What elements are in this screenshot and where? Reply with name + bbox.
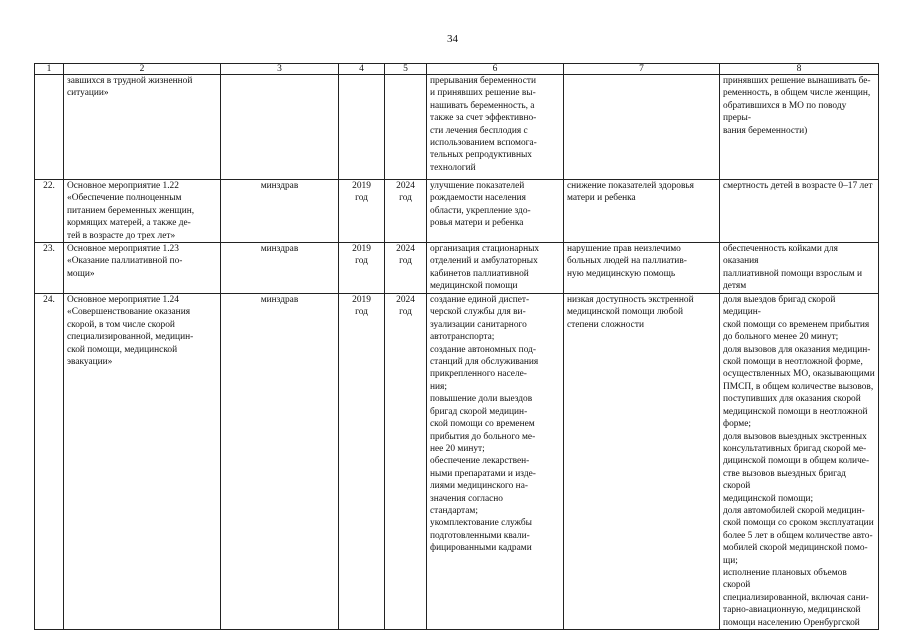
start-year: 2019 год [339, 180, 385, 243]
col-header-3: 3 [221, 64, 339, 75]
col-header-6: 6 [427, 64, 564, 75]
measure-name: Основное мероприятие 1.24 «Совершенствование оказания скорой, в том числе скорой специализированной, медицин- ской помощи, медицинской эвакуации» [64, 294, 221, 630]
page-number: 34 [447, 33, 458, 45]
end-year: 2024 год [385, 243, 427, 294]
col-header-1: 1 [35, 64, 64, 75]
col-header-4: 4 [339, 64, 385, 75]
end-year: 2024 год [385, 180, 427, 243]
expected-result: организация стационарных отделений и амбулаторных кабинетов паллиативной медицинской помощи [427, 243, 564, 294]
start-year: 2019 год [339, 294, 385, 630]
related-indicator: смертность детей в возрасте 0–17 лет [720, 180, 879, 243]
related-indicator: доля выездов бригад скорой медицин- ской помощи со временем прибытия до больного менее 20 минут; доля вызовов для оказания медицин- ской помощи в неотложной форме, осуществленных МО, оказывающими ПМСП, в общем количестве вызовов, поступивших для оказания скорой медицинской помощи в неотложной форме; доля вызовов выездных экстренных консультативных бригад скорой ме- дицинской помощи в общем количе- стве вызовов выездных бригад скорой медицинской помощи; доля автомобилей скорой медицин- ской помощи со сроком эксплуатации более 5 лет в общем количестве авто- мобилей скорой медицинской помо- щи; исполнение плановых объемов скорой специализированной, включая сани- тарно-авиационную, медицинской помощи населению Оренбургской [720, 294, 879, 630]
measure-name: Основное мероприятие 1.22 «Обеспечение полноценным питанием беременных женщин, кормящих матерей, а также де- тей в возрасте до трех лет» [64, 180, 221, 243]
executor: минздрав [221, 294, 339, 630]
non-implementation-consequence: низкая доступность экстренной медицинской помощи любой степени сложности [564, 294, 720, 630]
related-indicator: принявших решение вынашивать бе- ременность, в общем числе женщин, обратившихся в МО по поводу преры- вания беременности) [720, 75, 879, 180]
end-year: 2024 год [385, 294, 427, 630]
row-number: 24. [35, 294, 64, 630]
non-implementation-consequence: нарушение прав неизлечимо больных людей на паллиатив- ную медицинскую помощь [564, 243, 720, 294]
col-header-2: 2 [64, 64, 221, 75]
header-row [35, 64, 879, 75]
expected-result: прерывания беременности и принявших решение вы- нашивать беременность, а также за счет эффективно- сти лечения бесплодия с использованием вспомога- тельных репродуктивных технологий [427, 75, 564, 180]
executor: минздрав [221, 180, 339, 243]
table-row [35, 294, 879, 630]
expected-result: улучшение показателей рождаемости населения области, укрепление здо- ровья матери и ребенка [427, 180, 564, 243]
measure-name: Основное мероприятие 1.23 «Оказание паллиативной по- мощи» [64, 243, 221, 294]
row-number: 22. [35, 180, 64, 243]
start-year [339, 75, 385, 180]
executor [221, 75, 339, 180]
executor: минздрав [221, 243, 339, 294]
row-number: 23. [35, 243, 64, 294]
col-header-7: 7 [564, 64, 720, 75]
measure-name: завшихся в трудной жизненной ситуации» [64, 75, 221, 180]
related-indicator: обеспеченность койками для оказания паллиативной помощи взрослым и детям [720, 243, 879, 294]
table-row [35, 243, 879, 294]
col-header-8: 8 [720, 64, 879, 75]
measures-table [34, 63, 879, 630]
non-implementation-consequence [564, 75, 720, 180]
end-year [385, 75, 427, 180]
col-header-5: 5 [385, 64, 427, 75]
start-year: 2019 год [339, 243, 385, 294]
table-row [35, 180, 879, 243]
non-implementation-consequence: снижение показателей здоровья матери и ребенка [564, 180, 720, 243]
expected-result: создание единой диспет- черской службы для ви- зуализации санитарного автотранспорта; создание автономных под- станций для обслуживания прикрепленного населе- ния; повышение доли выездов бригад скорой медицин- ской помощи со временем прибытия до больного ме- нее 20 минут; обеспечение лекарствен- ными препаратами и изде- лиями медицинского на- значения согласно стандартам; укомплектование службы подготовленными квали- фицированными кадрами [427, 294, 564, 630]
row-number [35, 75, 64, 180]
table-row [35, 75, 879, 180]
